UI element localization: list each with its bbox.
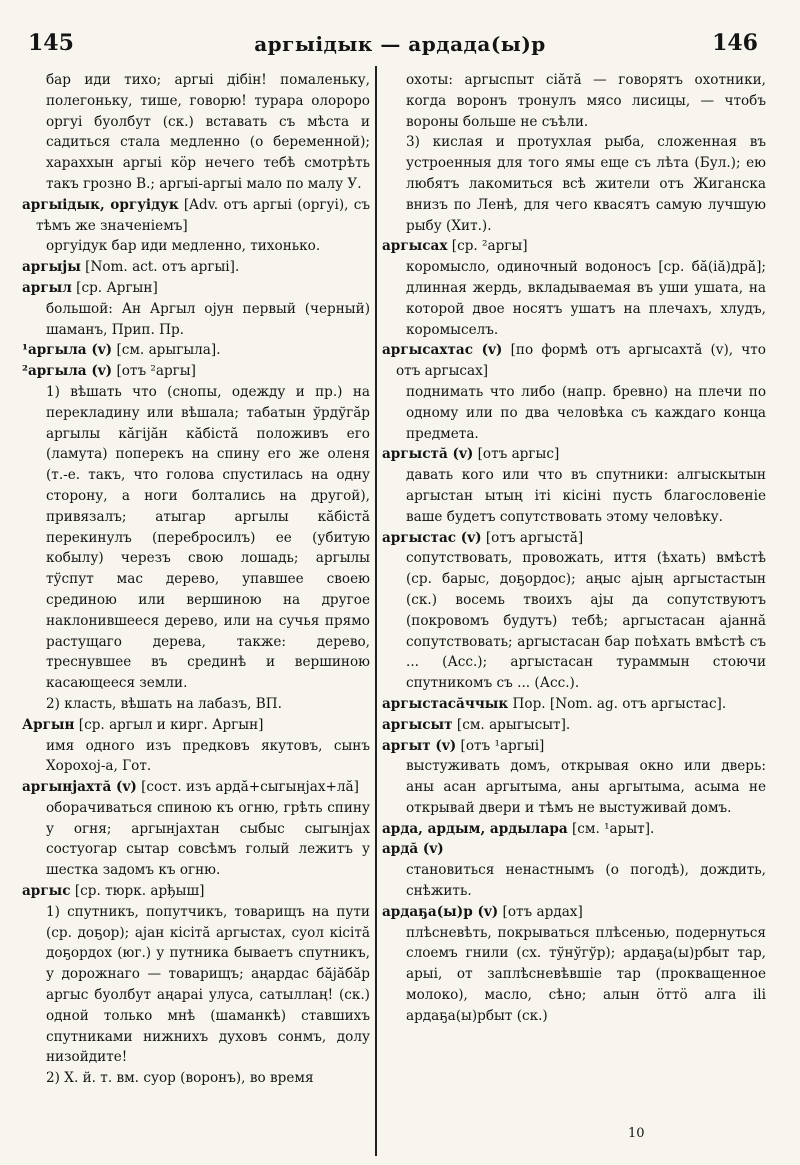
headword: аргыстă (v) [382, 446, 474, 463]
entry-etymology: [отъ ²аргы] [112, 363, 196, 380]
headword: аргыт (v) [382, 737, 457, 754]
entry-headword-line [382, 694, 766, 715]
entry-definition: оргуідук бар иди медленно, тихонько. [46, 238, 321, 255]
entry-etymology: [ср. ²аргы] [447, 238, 528, 255]
headword: арда, ардым, ардылара [382, 820, 568, 837]
entry-definition: оборачиваться спиною къ огню, грѣть спину у огня; аргынјахтан сыбыс сыгынјах состуогар сытар совсѣмъ голый лежитъ у шестка задомъ къ огню. [46, 799, 370, 879]
headword: ардаҕа(ы)р (v) [382, 903, 499, 920]
entry-headword-line [22, 257, 370, 278]
running-head: аргыідык — ардада(ы)р [254, 32, 546, 56]
entry-headword-line [382, 736, 766, 757]
page-number-left: 145 [28, 30, 74, 56]
headword: ¹аргыла (v) [22, 342, 113, 359]
right-column [382, 70, 766, 1145]
entry-etymology: [ср. аргыл и кирг. Аргын] [74, 716, 264, 733]
entry-headword-line [382, 444, 766, 465]
entry-etymology: [отъ ¹аргыі] [456, 737, 545, 754]
entry-definition: 3) кислая и протухлая рыба, сложенная въ устроенныя для того ямы еще съ лѣта (Бул.); ею любятъ лакомиться всѣ жители отъ Жиганска внизъ по Ленѣ, для чего квасятъ самую лучшую рыбу (Хит.). [406, 134, 766, 234]
column-divider [375, 66, 377, 1156]
page-header [0, 30, 800, 60]
entry-definition: 1) вѣшать что (снопы, одежду и пр.) на перекладину или вѣшала; табатын ўрдўгăр аргылы кăгіјăн кăбістă положивъ его (ламута) поперекъ на спину его же оленя (т.-е. такъ, что голова спустилась на одну сторону, а ноги болтались на другой), привязалъ; атыгар аргылы кăбістă перекинулъ (переброcилъ) ее (убитую кобылу) черезъ свою лошадь; аргылы тўспут мас дерево, упавшее своею срединою или вершиною на другое наклонившееся дерево, или на сучья прямо растущаго дерева, также: дерево, треснувшее въ срединѣ и вершиною касающееся земли. [46, 383, 370, 692]
entry-definition: поднимать что либо (напр. бревно) на плечи по одному или по два человѣка съ каждаго конца предмета. [406, 383, 766, 442]
left-column [22, 70, 370, 1145]
headword: ардă (v) [382, 841, 444, 858]
entry-etymology: [отъ аргыс] [473, 446, 560, 463]
entry-continuation: бар иди тихо; аргыі дібін! помаленьку, полегоньку, тише, говорю! турара олороро оргуі буолбут (ск.) вставать съ мѣста и садиться стала медленно (о беременной); хараххын аргыі кӧр нечего тебѣ смотрѣть такъ грозно В.; аргыі-аргыі мало по малу У. [46, 72, 370, 192]
entry-continuation: охоты: аргыспыт сіăтă — говорятъ охотники, когда воронъ тронулъ мясо лисицы, — чтобъ вороны больше не съѣли. [406, 72, 766, 130]
entry-definition: 2) класть, вѣшать на лабазъ, ВП. [46, 695, 282, 712]
entry-definition: плѣсневѣть, покрываться плѣсенью, подернуться слоемъ гнили (сх. тўнўгўр); ардаҕа(ы)рбыт тар, арыі, от заплѣсневѣвшіе тар (прокващенное молоко), масло, сѣно; алын ӧттӧ алга іlі ардаҕа(ы)рбыт (ск.) [406, 924, 766, 1024]
entry-headword-line [22, 777, 370, 798]
entry-etymology: [см. арыгысыт]. [452, 716, 571, 733]
entry-headword-line [382, 236, 766, 257]
entry-definition: имя одного изъ предковъ якутовъ, сынъ Хороxој-а, Гот. [46, 737, 370, 775]
entry-etymology: [сост. изъ ардă+сыгынјах+лă] [136, 779, 359, 796]
entry-headword-line [22, 361, 370, 382]
entry-etymology: [см. арыгыла]. [112, 342, 221, 359]
headword: аргыідык, оргуідук [22, 196, 179, 213]
headword: аргыјы [22, 259, 81, 276]
entry-definition: 2) Х. й. т. вм. суор (воронъ), во время [46, 1070, 314, 1087]
entry-definition: 1) спутникъ, попутчикъ, товарищъ на пути (ср. доҕор); ајан кісітă аргыстах, суол кісітă доҕордох (юг.) у путника бываетъ спутникъ, у дорожнаго — товарищъ; аңардас бăјăбăр аргыс буолбут аңарaі улуса, сатыллаң! (ск.) одной только мнѣ (шаманкѣ) ставшихъ спутниками нижнихъ духовъ сонмъ, долу низойдите! [46, 903, 370, 1066]
entry-definition: сопутствовать, провожать, иття (ѣхать) вмѣстѣ (ср. барыс, доҕордос); аңыс ајың аргыстастын (ск.) восемь твоихъ ајы да сопутствуютъ (покровомъ будутъ) тебѣ; аргыстасан ајаннă сопутствовать; аргыстасан бар поѣхать вмѣстѣ съ ... (Асс.); аргыстасан турaммын стоючи спутникомъ съ ... (Асс.). [406, 550, 766, 692]
entry-headword-line [382, 528, 766, 549]
headword: Аргын [22, 716, 75, 733]
headword: аргысахтас (v) [382, 342, 503, 359]
headword: ²аргыла (v) [22, 363, 113, 380]
entry-etymology: [отъ аргыстă] [481, 529, 584, 546]
entry-etymology: [отъ ардах] [498, 903, 583, 920]
entry-definition: выстуживать домъ, открывая окно или дверь: аны асан аргытыма, аны аргытыма, асыма не открывай двери и тѣмъ не выстуживай домъ. [406, 758, 766, 816]
headword: аргыс [22, 883, 71, 900]
printer-signature: 10 [628, 1126, 645, 1141]
entry-headword-line [22, 715, 370, 736]
entry-definition: становиться ненастнымъ (о погодѣ), дождить, снѣжить. [406, 862, 766, 900]
headword: аргысах [382, 238, 448, 255]
entry-definition: большой: Ан Аргыл ојун первый (черный) шаманъ, Прип. Пр. [46, 300, 370, 338]
headword: аргыл [22, 279, 72, 296]
entry-headword-line [22, 195, 370, 237]
entry-etymology: Пор. [Nom. ag. отъ аргыстас]. [508, 695, 727, 712]
entry-definition: давать кого или что въ спутники: алгыскытын аргыстан ытың іті кісіні пусть благословеніе ваше будетъ сопутствовать этому человѣку. [406, 467, 766, 525]
entry-etymology: [по формѣ отъ аргысахтă (v), что отъ аргысах] [396, 342, 766, 380]
headword: аргынјахтă (v) [22, 779, 137, 796]
entry-etymology: [Adv. отъ аргыі (оргуі), съ тѣмъ же значеніемъ] [36, 196, 370, 234]
entry-etymology: [см. ¹арыт]. [567, 820, 655, 837]
entry-headword-line [22, 881, 370, 902]
headword: аргыстасăччык [382, 695, 509, 712]
entry-headword-line [382, 819, 766, 840]
headword: аргыстас (v) [382, 529, 482, 546]
page-number-right: 146 [712, 30, 758, 56]
entry-headword-line [22, 340, 370, 361]
entry-headword-line [382, 715, 766, 736]
entry-etymology: [Nom. act. отъ аргыі]. [80, 259, 240, 276]
entry-headword-line [22, 278, 370, 299]
entry-headword-line [382, 340, 766, 382]
headword: аргысыт [382, 716, 453, 733]
entry-etymology: [ср. Аргын] [71, 279, 158, 296]
entry-headword-line [382, 839, 766, 860]
entry-definition: коромысло, одиночный водоносъ [ср. бă(іă)дрă]; длинная жердь, вкладываемая въ уши ушата, на которой двое носятъ ушатъ на плечахъ, хлудъ, коромыселъ. [406, 259, 766, 338]
entry-headword-line [382, 902, 766, 923]
entry-etymology: [ср. тюрк. арђыш] [70, 883, 205, 900]
